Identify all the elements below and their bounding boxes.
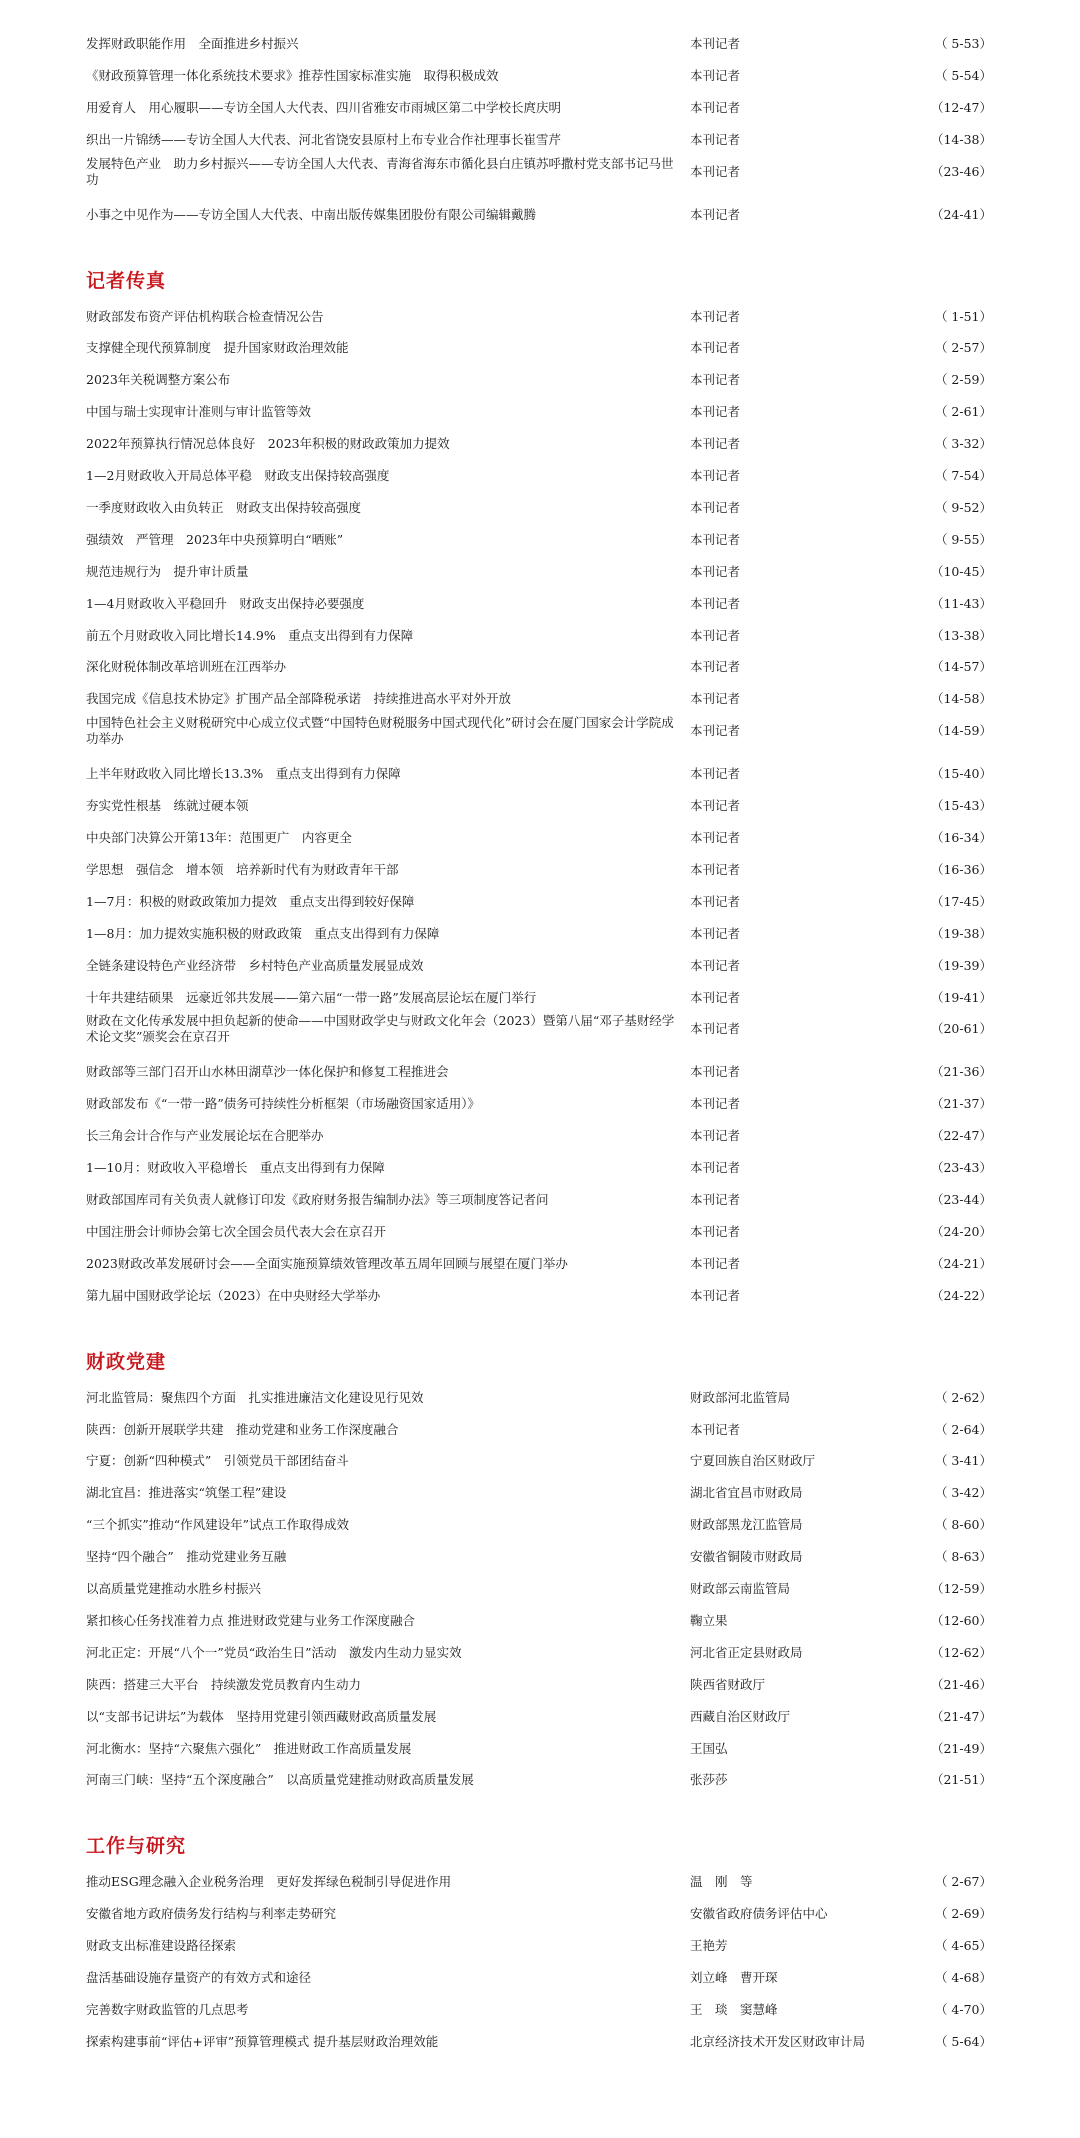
- issue-page-number: （13-38）: [930, 627, 992, 643]
- article-author: 温 刚 等: [690, 1874, 753, 1890]
- article-title[interactable]: 陕西：创新开展联学共建 推动党建和业务工作深度融合: [86, 1421, 399, 1437]
- article-entry[interactable]: [86, 659, 992, 675]
- article-author: 本刊记者: [690, 830, 741, 845]
- article-author: 本刊记者: [690, 766, 741, 782]
- article-title[interactable]: 深化财税体制改革培训班在江西举办: [86, 659, 287, 675]
- issue-page-number: （12-59）: [930, 1581, 992, 1596]
- article-author: 本刊记者: [690, 659, 741, 675]
- issue-page-number: （21-36）: [930, 1064, 992, 1080]
- article-entry[interactable]: [86, 207, 992, 223]
- issue-page-number: （22-47）: [930, 1128, 992, 1144]
- article-author: 湖北省宜昌市财政局: [690, 1485, 803, 1501]
- issue-page-number: （12-60）: [930, 1612, 992, 1628]
- article-entry[interactable]: [86, 309, 992, 325]
- article-entry[interactable]: [86, 1677, 992, 1693]
- article-author: 本刊记者: [690, 893, 741, 909]
- article-entry[interactable]: [86, 1906, 992, 1922]
- article-author: 本刊记者: [690, 404, 741, 420]
- issue-page-number: （ 2-64）: [934, 1421, 992, 1437]
- section-heading: 工作与研究: [86, 1835, 187, 1858]
- article-title[interactable]: 陕西：搭建三大平台 持续激发党员教育内生动力: [86, 1676, 362, 1692]
- article-title[interactable]: 长三角会计合作与产业发展论坛在合肥举办: [86, 1128, 324, 1144]
- issue-page-number: （24-20）: [930, 1223, 992, 1239]
- article-author: 财政部河北监管局: [690, 1389, 791, 1405]
- issue-page-number: （ 4-70）: [934, 2001, 992, 2017]
- article-author: 本刊记者: [690, 1255, 741, 1271]
- article-entry[interactable]: [86, 1422, 992, 1438]
- article-author: 财政部黑龙江监管局: [690, 1517, 803, 1533]
- article-title[interactable]: 2023年关税调整方案公布: [86, 372, 231, 388]
- article-entry[interactable]: [86, 532, 992, 548]
- article-author: 本刊记者: [690, 723, 741, 739]
- article-author: 西藏自治区财政厅: [690, 1708, 791, 1724]
- article-entry[interactable]: [86, 1645, 992, 1661]
- issue-page-number: （14-57）: [930, 659, 992, 675]
- article-entry[interactable]: [86, 1485, 992, 1501]
- article-author: 王 琰 窦慧峰: [690, 2001, 778, 2017]
- article-title[interactable]: 中央部门决算公开第13年：范围更广 内容更全: [86, 830, 352, 845]
- issue-page-number: （23-43）: [930, 1160, 992, 1176]
- article-title[interactable]: 1—7月：积极的财政政策加力提效 重点支出得到较好保障: [86, 893, 415, 909]
- issue-page-number: （12-62）: [930, 1644, 992, 1660]
- article-title[interactable]: 财政支出标准建设路径探索: [86, 1938, 237, 1954]
- article-entry[interactable]: [86, 798, 992, 814]
- article-entry[interactable]: [86, 68, 992, 84]
- issue-page-number: （ 4-68）: [934, 1970, 992, 1985]
- section-heading: 记者传真: [86, 269, 167, 292]
- article-author: 北京经济技术开发区财政审计局: [690, 2033, 866, 2049]
- article-entry[interactable]: [86, 1224, 992, 1240]
- article-title[interactable]: 用爱育人 用心履职——专访全国人大代表、四川省雅安市雨城区第二中学校长庹庆明: [86, 99, 562, 115]
- article-author: 本刊记者: [690, 1128, 741, 1144]
- issue-page-number: （ 2-67）: [934, 1874, 992, 1890]
- article-title[interactable]: 我国完成《信息技术协定》扩围产品全部降税承诺 持续推进高水平对外开放: [86, 691, 512, 707]
- issue-page-number: （21-47）: [930, 1708, 992, 1724]
- article-author: 本刊记者: [690, 67, 741, 83]
- article-title[interactable]: 发挥财政职能作用 全面推进乡村振兴: [86, 36, 299, 51]
- article-author: 本刊记者: [690, 436, 741, 452]
- article-entry[interactable]: [86, 628, 992, 644]
- article-entry[interactable]: [86, 894, 992, 910]
- article-author: 陕西省财政厅: [690, 1676, 766, 1692]
- article-entry[interactable]: [86, 340, 992, 356]
- article-entry[interactable]: [86, 1613, 992, 1629]
- issue-page-number: （24-41）: [930, 206, 992, 222]
- article-entry[interactable]: [86, 1517, 992, 1533]
- article-entry[interactable]: [86, 958, 992, 974]
- issue-page-number: （ 5-64）: [934, 2033, 992, 2049]
- article-title[interactable]: 织出一片锦绣——专访全国人大代表、河北省饶安县原村上布专业合作社理事长崔雪芹: [86, 131, 562, 147]
- article-entry[interactable]: [86, 404, 992, 420]
- article-author: 河北省正定县财政局: [690, 1644, 803, 1660]
- article-author: 本刊记者: [690, 1021, 741, 1037]
- article-author: 本刊记者: [690, 1223, 741, 1239]
- article-title[interactable]: 财政部国库司有关负责人就修订印发《政府财务报告编制办法》等三项制度答记者问: [86, 1192, 549, 1207]
- article-author: 本刊记者: [690, 499, 741, 515]
- article-entry[interactable]: [86, 436, 992, 452]
- issue-page-number: （ 9-52）: [934, 499, 992, 515]
- issue-page-number: （12-47）: [930, 99, 992, 115]
- article-author: 本刊记者: [690, 468, 741, 483]
- article-entry[interactable]: [86, 1581, 992, 1597]
- article-author: 本刊记者: [690, 163, 741, 179]
- article-author: 王艳芳: [690, 1938, 728, 1954]
- article-title[interactable]: 十年共建结硕果 远豪近邻共发展——第六届“一带一路”发展高层论坛在厦门举行: [86, 989, 537, 1005]
- article-title[interactable]: 坚持“四个融合” 推动党建业务互融: [86, 1549, 287, 1565]
- article-title[interactable]: 中国特色社会主义财税研究中心成立仪式暨“中国特色财税服务中国式现代化”研讨会在厦门国家会计学院成功举办: [86, 715, 674, 747]
- issue-page-number: （ 2-61）: [934, 404, 992, 420]
- article-title[interactable]: 1—4月财政收入平稳回升 财政支出保持必要强度: [86, 595, 365, 611]
- issue-page-number: （23-46）: [930, 163, 992, 179]
- article-entry[interactable]: [86, 100, 992, 116]
- article-author: 鞠立果: [690, 1612, 728, 1628]
- issue-page-number: （23-44）: [930, 1192, 992, 1207]
- article-author: 本刊记者: [690, 206, 741, 222]
- article-entry[interactable]: [86, 766, 992, 782]
- article-title[interactable]: 推动ESG理念融入企业税务治理 更好发挥绿色税制引导促进作用: [86, 1874, 452, 1890]
- article-title[interactable]: 河北监管局：聚焦四个方面 扎实推进廉洁文化建设见行见效: [86, 1389, 424, 1405]
- article-entry[interactable]: [86, 862, 992, 878]
- issue-page-number: （24-21）: [930, 1255, 992, 1271]
- issue-page-number: （10-45）: [930, 563, 992, 579]
- issue-page-number: （ 8-63）: [934, 1549, 992, 1565]
- issue-page-number: （19-39）: [930, 957, 992, 973]
- article-entry[interactable]: [86, 926, 992, 942]
- issue-page-number: （ 2-59）: [934, 372, 992, 388]
- article-title[interactable]: 财政部等三部门召开山水林田湖草沙一体化保护和修复工程推进会: [86, 1064, 449, 1080]
- article-title[interactable]: 学思想 强信念 增本领 培养新时代有为财政青年干部: [86, 861, 399, 877]
- issue-page-number: （ 5-54）: [934, 67, 992, 83]
- issue-page-number: （15-40）: [930, 766, 992, 782]
- article-title[interactable]: 以“支部书记讲坛”为载体 坚持用党建引领西藏财政高质量发展: [86, 1708, 437, 1724]
- article-entry[interactable]: [86, 1064, 992, 1080]
- article-author: 本刊记者: [690, 691, 741, 707]
- article-title[interactable]: 以高质量党建推动水胜乡村振兴: [86, 1581, 262, 1596]
- issue-page-number: （24-22）: [930, 1287, 992, 1303]
- article-entry[interactable]: [86, 36, 992, 52]
- issue-page-number: （ 2-69）: [934, 1906, 992, 1922]
- article-title[interactable]: 紧扣核心任务找准着力点 推进财政党建与业务工作深度融合: [86, 1612, 415, 1628]
- article-title[interactable]: 一季度财政收入由负转正 财政支出保持较高强度: [86, 499, 362, 515]
- issue-page-number: （21-49）: [930, 1740, 992, 1756]
- issue-page-number: （16-34）: [930, 830, 992, 845]
- issue-page-number: （14-58）: [930, 691, 992, 707]
- article-title[interactable]: 《财政预算管理一体化系统技术要求》推荐性国家标准实施 取得积极成效: [86, 67, 499, 83]
- article-author: 本刊记者: [690, 798, 741, 814]
- article-title[interactable]: “三个抓实”推动“作风建设年”试点工作取得成效: [86, 1517, 350, 1533]
- article-author: 本刊记者: [690, 595, 741, 611]
- article-entry[interactable]: [86, 2002, 992, 2018]
- article-author: 本刊记者: [690, 1421, 741, 1437]
- article-title[interactable]: 第九届中国财政学论坛（2023）在中央财经大学举办: [86, 1287, 381, 1303]
- article-title[interactable]: 夯实党性根基 练就过硬本领: [86, 798, 249, 814]
- article-entry[interactable]: [86, 1096, 992, 1112]
- issue-page-number: （14-59）: [930, 723, 992, 739]
- section-heading: 财政党建: [86, 1350, 167, 1373]
- issue-page-number: （16-36）: [930, 861, 992, 877]
- article-entry[interactable]: [86, 691, 992, 707]
- article-entry[interactable]: [86, 155, 992, 189]
- article-title[interactable]: 安徽省地方政府债务发行结构与利率走势研究: [86, 1906, 337, 1922]
- article-author: 本刊记者: [690, 340, 741, 356]
- issue-page-number: （ 7-54）: [934, 468, 992, 483]
- article-title[interactable]: 小事之中见作为——专访全国人大代表、中南出版传媒集团股份有限公司编辑戴腾: [86, 206, 537, 222]
- article-author: 王国弘: [690, 1740, 728, 1756]
- article-author: 本刊记者: [690, 957, 741, 973]
- article-entry[interactable]: [86, 468, 992, 484]
- article-entry[interactable]: [86, 1938, 992, 1954]
- article-author: 本刊记者: [690, 627, 741, 643]
- article-author: 本刊记者: [690, 1096, 741, 1112]
- article-entry[interactable]: [86, 372, 992, 388]
- article-entry[interactable]: [86, 1192, 992, 1208]
- article-entry[interactable]: [86, 564, 992, 580]
- article-entry[interactable]: [86, 596, 992, 612]
- article-title[interactable]: 上半年财政收入同比增长13.3% 重点支出得到有力保障: [86, 766, 401, 782]
- issue-page-number: （15-43）: [930, 798, 992, 814]
- article-entry[interactable]: [86, 1741, 992, 1757]
- article-entry[interactable]: [86, 132, 992, 148]
- article-title[interactable]: 探索构建事前“评估+评审”预算管理模式 提升基层财政治理效能: [86, 2033, 439, 2049]
- issue-page-number: （ 3-41）: [934, 1453, 992, 1469]
- issue-page-number: （ 4-65）: [934, 1938, 992, 1954]
- article-entry[interactable]: [86, 1288, 992, 1304]
- article-title[interactable]: 2022年预算执行情况总体良好 2023年积极的财政政策加力提效: [86, 436, 450, 452]
- article-title[interactable]: 前五个月财政收入同比增长14.9% 重点支出得到有力保障: [86, 627, 414, 643]
- article-title[interactable]: 全链条建设特色产业经济带 乡村特色产业高质量发展显成效: [86, 957, 424, 973]
- article-entry[interactable]: [86, 1709, 992, 1725]
- article-title[interactable]: 2023财政改革发展研讨会——全面实施预算绩效管理改革五周年回顾与展望在厦门举办: [86, 1255, 568, 1271]
- article-author: 本刊记者: [690, 308, 741, 324]
- issue-page-number: （14-38）: [930, 131, 992, 147]
- article-title[interactable]: 河南三门峡：坚持“五个深度融合” 以高质量党建推动财政高质量发展: [86, 1772, 474, 1788]
- issue-page-number: （ 2-62）: [934, 1389, 992, 1405]
- article-title[interactable]: 财政部发布《“一带一路”债务可持续性分析框架（市场融资国家适用）》: [86, 1096, 481, 1112]
- article-author: 本刊记者: [690, 563, 741, 579]
- issue-page-number: （11-43）: [930, 595, 992, 611]
- article-author: 本刊记者: [690, 989, 741, 1005]
- article-author: 本刊记者: [690, 1064, 741, 1080]
- article-author: 本刊记者: [690, 531, 741, 547]
- issue-page-number: （19-41）: [930, 989, 992, 1005]
- article-title[interactable]: 中国与瑞士实现审计准则与审计监管等效: [86, 404, 312, 420]
- article-author: 宁夏回族自治区财政厅: [690, 1453, 816, 1469]
- issue-page-number: （ 2-57）: [934, 340, 992, 356]
- article-title[interactable]: 1—2月财政收入开局总体平稳 财政支出保持较高强度: [86, 468, 390, 483]
- article-title[interactable]: 财政在文化传承发展中担负起新的使命——中国财政学史与财政文化年会（2023）暨第八届“邓子基财经学术论文奖”颁奖会在京召开: [86, 1013, 675, 1045]
- article-author: 本刊记者: [690, 372, 741, 388]
- issue-page-number: （ 9-55）: [934, 531, 992, 547]
- article-title[interactable]: 中国注册会计师协会第七次全国会员代表大会在京召开: [86, 1223, 387, 1239]
- issue-page-number: （21-46）: [930, 1676, 992, 1692]
- article-title[interactable]: 完善数字财政监管的几点思考: [86, 2001, 249, 2017]
- issue-page-number: （ 5-53）: [934, 36, 992, 51]
- article-title[interactable]: 宁夏：创新“四种模式” 引领党员干部团结奋斗: [86, 1453, 349, 1469]
- article-title[interactable]: 1—8月：加力提效实施积极的财政政策 重点支出得到有力保障: [86, 925, 440, 941]
- article-title[interactable]: 规范违规行为 提升审计质量: [86, 563, 249, 579]
- issue-page-number: （17-45）: [930, 893, 992, 909]
- article-entry[interactable]: [86, 1772, 992, 1788]
- article-author: 本刊记者: [690, 1287, 741, 1303]
- article-author: 张莎莎: [690, 1772, 728, 1788]
- article-title[interactable]: 财政部发布资产评估机构联合检查情况公告: [86, 308, 324, 324]
- article-author: 本刊记者: [690, 131, 741, 147]
- article-entry[interactable]: [86, 714, 992, 748]
- issue-page-number: （19-38）: [930, 925, 992, 941]
- article-author: 安徽省政府债务评估中心: [690, 1906, 828, 1922]
- article-entry[interactable]: [86, 990, 992, 1006]
- article-entry[interactable]: [86, 500, 992, 516]
- article-author: 本刊记者: [690, 925, 741, 941]
- article-entry[interactable]: [86, 1453, 992, 1469]
- issue-page-number: （ 1-51）: [934, 308, 992, 324]
- article-author: 本刊记者: [690, 1160, 741, 1176]
- issue-page-number: （ 3-42）: [934, 1485, 992, 1501]
- article-author: 本刊记者: [690, 861, 741, 877]
- article-entry[interactable]: [86, 2034, 992, 2050]
- article-entry[interactable]: [86, 1012, 992, 1046]
- article-title[interactable]: 湖北宜昌：推进落实“筑堡工程”建设: [86, 1485, 287, 1501]
- issue-page-number: （21-37）: [930, 1096, 992, 1112]
- article-entry[interactable]: [86, 1874, 992, 1890]
- article-title[interactable]: 河北正定：开展“八个一”党员“政治生日”活动 激发内生动力显实效: [86, 1644, 462, 1660]
- article-entry[interactable]: [86, 830, 992, 846]
- article-entry[interactable]: [86, 1256, 992, 1272]
- article-author: 财政部云南监管局: [690, 1581, 791, 1596]
- article-author: 本刊记者: [690, 36, 741, 51]
- issue-page-number: （ 3-32）: [934, 436, 992, 452]
- issue-page-number: （ 8-60）: [934, 1517, 992, 1533]
- article-entry[interactable]: [86, 1970, 992, 1986]
- article-title[interactable]: 1—10月：财政收入平稳增长 重点支出得到有力保障: [86, 1160, 385, 1176]
- article-title[interactable]: 发展特色产业 助力乡村振兴——专访全国人大代表、青海省海东市循化县白庄镇苏呼撒村党支部书记马世功: [86, 155, 674, 187]
- article-author: 刘立峰 曹开琛: [690, 1970, 778, 1985]
- article-title[interactable]: 强绩效 严管理 2023年中央预算明白“晒账”: [86, 531, 344, 547]
- article-entry[interactable]: [86, 1390, 992, 1406]
- issue-page-number: （20-61）: [930, 1021, 992, 1037]
- article-title[interactable]: 盘活基础设施存量资产的有效方式和途径: [86, 1970, 312, 1985]
- article-entry[interactable]: [86, 1128, 992, 1144]
- article-author: 本刊记者: [690, 1192, 741, 1207]
- article-entry[interactable]: [86, 1160, 992, 1176]
- article-title[interactable]: 支撑健全现代预算制度 提升国家财政治理效能: [86, 340, 349, 356]
- article-author: 安徽省铜陵市财政局: [690, 1549, 803, 1565]
- article-title[interactable]: 河北衡水：坚持“六聚焦六强化” 推进财政工作高质量发展: [86, 1740, 412, 1756]
- issue-page-number: （21-51）: [930, 1772, 992, 1788]
- article-author: 本刊记者: [690, 99, 741, 115]
- article-entry[interactable]: [86, 1549, 992, 1565]
